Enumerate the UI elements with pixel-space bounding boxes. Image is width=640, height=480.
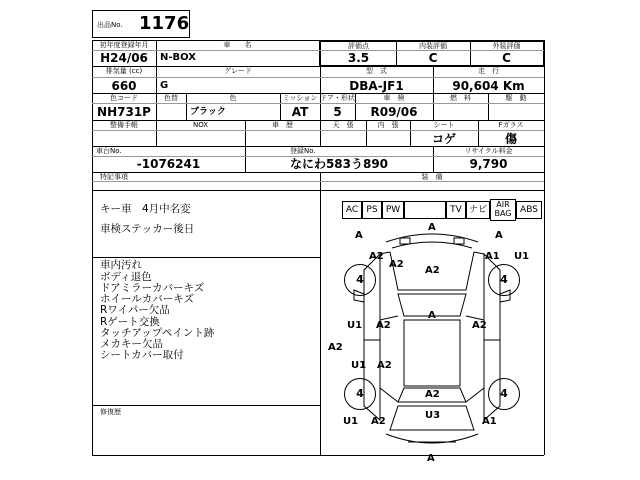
note-item: Rワイパー欠品 — [100, 304, 170, 316]
value-transmission: AT — [291, 105, 309, 119]
value-car-name: N-BOX — [160, 52, 196, 63]
tire-front-left: 4 — [344, 264, 376, 296]
damage-mark: A2 — [371, 416, 386, 427]
damage-mark: A — [428, 310, 436, 321]
damage-mark: A2 — [472, 320, 487, 331]
lot-label: 出品No. — [97, 21, 123, 29]
note-item: メカキー欠品 — [100, 338, 163, 350]
value-recycle-fee: 9,790 — [469, 157, 508, 171]
label-repair-history: 修復歴 — [100, 408, 121, 416]
label-doors: ドア・形状 — [320, 94, 355, 102]
damage-mark: U1 — [347, 320, 363, 331]
label-displacement: 排気量 (cc) — [105, 67, 143, 75]
damage-mark: A — [427, 453, 435, 464]
label-interior: 内装評価 — [419, 42, 447, 50]
label-equipment: 装 備 — [421, 173, 443, 181]
value-score: 3.5 — [347, 51, 370, 65]
label-transmission: ミッション — [282, 94, 318, 102]
damage-mark: A — [355, 230, 363, 241]
equipment-item: TV — [446, 201, 466, 219]
value-f-glass: 傷 — [504, 132, 517, 146]
label-headliner: 天 張 — [332, 121, 354, 129]
equipment-item — [404, 201, 446, 219]
value-grade: G — [160, 80, 169, 91]
label-grade: グレード — [224, 67, 252, 75]
label-mileage: 走 行 — [478, 67, 499, 75]
label-drive: 駆 動 — [505, 94, 527, 102]
lot-number: 1176 — [139, 13, 190, 34]
note-item: シートカバー取付 — [100, 349, 184, 361]
label-f-glass: Fガラス — [498, 121, 524, 129]
value-mileage: 90,604 Km — [452, 79, 525, 93]
label-chassis-no: 車台No. — [96, 147, 122, 155]
damage-mark: A — [495, 230, 503, 241]
equipment-item: PS — [362, 201, 382, 219]
label-trim: 内 張 — [377, 121, 399, 129]
value-color-code: NH731P — [97, 105, 151, 119]
equipment-item: ナビ — [466, 201, 490, 219]
damage-mark: A2 — [389, 259, 404, 270]
value-model: DBA-JF1 — [349, 79, 404, 93]
label-color-change: 色替 — [164, 94, 178, 102]
label-reg-no: 登録No. — [290, 147, 316, 155]
value-interior: C — [428, 51, 438, 65]
label-inspection: 車 検 — [383, 94, 405, 102]
label-seat: シート — [433, 121, 455, 129]
label-color: 色 — [229, 94, 237, 102]
label-exterior: 外装評価 — [492, 42, 521, 50]
tire-rear-left: 4 — [344, 378, 376, 410]
damage-mark: U3 — [425, 410, 441, 421]
damage-mark: A2 — [425, 389, 440, 400]
damage-mark: A2 — [376, 320, 391, 331]
equipment-item: AC — [342, 201, 362, 219]
label-fuel: 燃 料 — [450, 94, 471, 102]
value-first-reg: H24/06 — [100, 51, 148, 65]
note-item: ボディ退色 — [100, 271, 152, 283]
damage-mark: U1 — [514, 251, 530, 262]
value-reg-no: なにわ583う890 — [289, 157, 389, 171]
label-history: 車 歴 — [272, 121, 293, 129]
label-service-book: 整備手帳 — [110, 121, 138, 129]
damage-mark: U1 — [351, 360, 367, 371]
lot-box — [92, 10, 190, 38]
equipment-item: ABS — [516, 201, 542, 219]
label-model: 型 式 — [366, 67, 387, 75]
note-line-1: キー車 4月中名変 — [100, 203, 191, 215]
label-first-reg: 初年度登録年月 — [99, 41, 149, 49]
value-doors: 5 — [333, 105, 342, 119]
damage-mark: A — [428, 222, 436, 233]
label-nox: NOX — [192, 121, 209, 129]
damage-mark: A2 — [425, 265, 440, 276]
equipment-item: PW — [382, 201, 404, 219]
label-notes: 特記事項 — [100, 173, 128, 181]
value-chassis-no: -1076241 — [136, 157, 201, 171]
value-seat: コゲ — [431, 132, 456, 146]
tire-front-right: 4 — [488, 264, 520, 296]
note-item: ドアミラーカバーキズ — [100, 282, 205, 294]
label-car-name: 車 名 — [223, 41, 252, 49]
damage-mark: A2 — [369, 251, 384, 262]
note-item: ホイールカバーキズ — [100, 293, 195, 305]
damage-mark: A1 — [482, 416, 497, 427]
note-item: Rゲート交換 — [100, 316, 160, 328]
note-line-2: 車検ステッカー後日 — [100, 223, 195, 235]
label-recycle-fee: リサイクル料金 — [464, 147, 513, 155]
equipment-item: AIR BAG — [490, 199, 516, 221]
damage-mark: A1 — [485, 251, 500, 262]
note-item: 車内汚れ — [100, 259, 142, 271]
label-color-code: 色コード — [110, 94, 138, 102]
note-item: タッチアップペイント跡 — [100, 327, 215, 339]
damage-mark: A2 — [328, 342, 343, 353]
value-displacement: 660 — [111, 79, 137, 93]
tire-rear-right: 4 — [488, 378, 520, 410]
value-color: ブラック — [190, 107, 226, 117]
damage-mark: A2 — [377, 360, 392, 371]
damage-mark: U1 — [343, 416, 359, 427]
label-score: 評価点 — [348, 42, 369, 50]
value-inspection: R09/06 — [370, 105, 418, 119]
value-exterior: C — [502, 51, 511, 65]
